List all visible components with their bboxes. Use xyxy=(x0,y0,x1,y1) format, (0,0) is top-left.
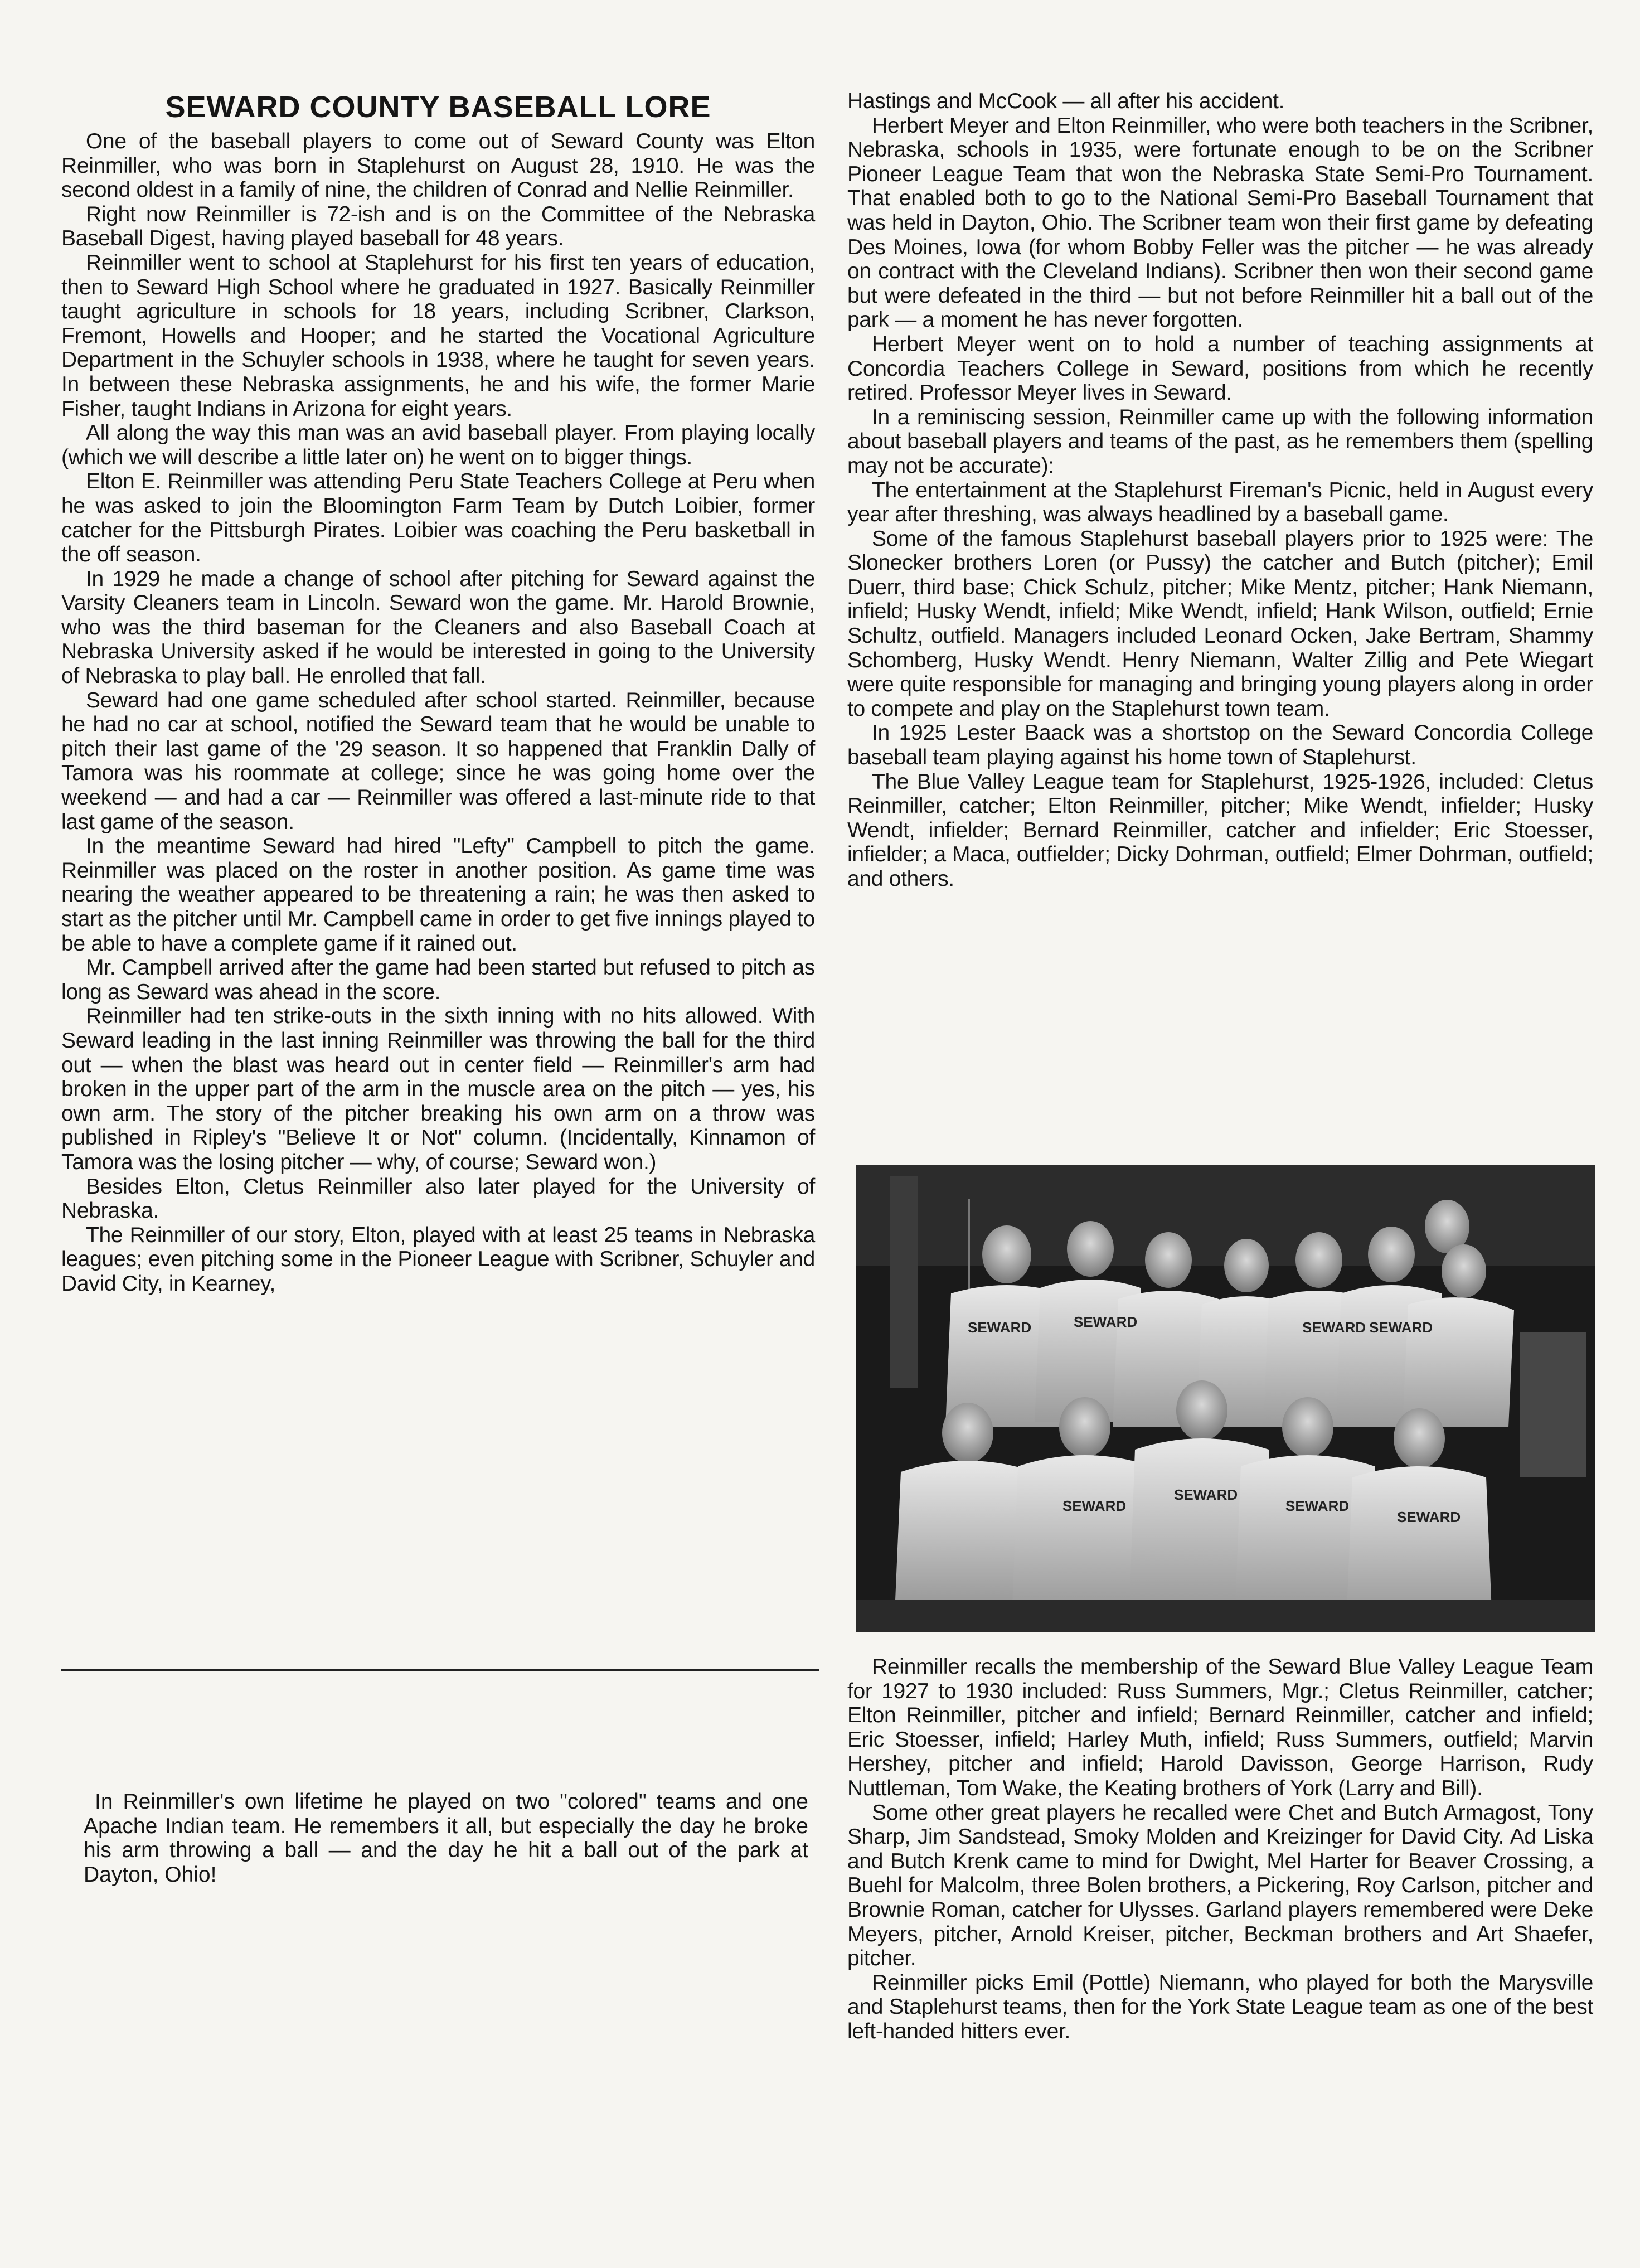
jersey-lettering: SEWARD xyxy=(1302,1319,1366,1336)
sidebar-text: In Reinmiller's own lifetime he played on two "colored" teams and one Apache Indian team. He remembers it all, but especially the day he broke his arm throwing a ball — and the day he hit a ball out of the park at Dayton, Ohio! xyxy=(84,1790,808,1887)
paragraph: Reinmiller had ten strike-outs in the sixth inning with no hits allowed. With Seward leading in the last inning Reinmiller was throwing the ball for the third out — when the blast was heard out in center field — Reinmiller's arm had broken in the upper part of the arm in the muscle area on the pitch — yes, his own arm. The story of the pitcher breaking his own arm on a throw was published in Ripley's "Believe It or Not" column. (Incidentally, Kinnamon of Tamora was the losing pitcher — why, of course; Seward won.) xyxy=(61,1004,815,1174)
paragraph: Herbert Meyer went on to hold a number of teaching assignments at Concordia Teachers College in Seward, positions from which he recently retired. Professor Meyer lives in Seward. xyxy=(847,332,1593,405)
paragraph: Mr. Campbell arrived after the game had been started but refused to pitch as long as Seward was ahead in the score. xyxy=(61,956,815,1004)
paragraph: The Blue Valley League team for Staplehurst, 1925-1926, included: Cletus Reinmiller, catcher; Elton Reinmiller, pitcher; Mike Wendt, infielder; Husky Wendt, infielder; Bernard Reinmiller, catcher and infielder; Eric Stoesser, infielder; a Maca, outfielder; Dicky Dohrman, outfield; Elmer Dohrman, outfield; and others. xyxy=(847,769,1593,891)
jersey-lettering: SEWARD xyxy=(1074,1314,1138,1330)
article-title: SEWARD COUNTY BASEBALL LORE xyxy=(165,90,711,124)
jersey-lettering: SEWARD xyxy=(968,1319,1032,1336)
paragraph: Reinmiller went to school at Staplehurst for his first ten years of education, then to Seward High School where he graduated in 1927. Basically Reinmiller taught agriculture in schools for 18 years, including Scribner, Clarkson, Fremont, Howells and Hooper; and he started the Vocational Agriculture Department in the Schuyler schools in 1938, where he taught for seven years. In between these Nebraska assignments, he and his wife, the former Marie Fisher, taught Indians in Arizona for eight years. xyxy=(61,250,815,421)
paragraph: Herbert Meyer and Elton Reinmiller, who were both teachers in the Scribner, Nebraska, schools in 1935, were fortunate enough to be on the Scribner Pioneer League Team that won the Nebraska State Semi-Pro Tournament. That enabled both to go to the National Semi-Pro Baseball Tournament that was held in Dayton, Ohio. The Scribner team won their first game by defeating Des Moines, Iowa (for whom Bobby Feller was the pitcher — he was already on contract with the Cleveland Indians). Scribner then won their second game but were defeated in the third — but not before Reinmiller hit a ball out of the park — a moment he has never forgotten. xyxy=(847,113,1593,332)
paragraph: In 1925 Lester Baack was a shortstop on the Seward Concordia College baseball team playing against his home town of Staplehurst. xyxy=(847,721,1593,770)
jersey-lettering: SEWARD xyxy=(1397,1509,1461,1525)
paragraph: In a reminiscing session, Reinmiller came up with the following information about baseball players and teams of the past, as he remembers them (spelling may not be accurate): xyxy=(847,405,1593,478)
paragraph: One of the baseball players to come out of Seward County was Elton Reinmiller, who was born in Staplehurst on August 28, 1910. He was the second oldest in a family of nine, the children of Conrad and Nellie Reinmiller. xyxy=(61,129,815,202)
jersey-lettering: SEWARD xyxy=(1369,1319,1433,1336)
paragraph: Elton E. Reinmiller was attending Peru State Teachers College at Peru when he was asked to join the Bloomington Farm Team by Dutch Loibier, former catcher for the Pittsburgh Pirates. Loibier was coaching the Peru basketball in the off season. xyxy=(61,469,815,567)
paragraph: Some other great players he recalled were Chet and Butch Armagost, Tony Sharp, Jim Sandstead, Smoky Molden and Kreizinger for David City. Ad Liska and Butch Krenk came to mind for Dwight, Mel Harter for Beaver Crossing, a Buehl for Malcolm, three Bolen brothers, a Pickering, Roy Carlson, pitcher and Brownie Roman, catcher for Ulysses. Garland players remembered were Deke Meyers, pitcher, Arnold Kreiser, pitcher, Beckman brothers and Art Shaefer, pitcher. xyxy=(847,1800,1593,1971)
left-column xyxy=(61,89,815,1296)
paragraph: Reinmiller picks Emil (Pottle) Niemann, who played for both the Marysville and Staplehurst teams, then for the York State League team as one of the best left-handed hitters ever. xyxy=(847,1970,1593,2043)
paragraph: Besides Elton, Cletus Reinmiller also later played for the University of Nebraska. xyxy=(61,1174,815,1223)
paragraph: The entertainment at the Staplehurst Fireman's Picnic, held in August every year after threshing, was always headlined by a baseball game. xyxy=(847,478,1593,527)
right-column xyxy=(847,89,1593,891)
jersey-lettering: SEWARD xyxy=(1285,1498,1350,1514)
sidebar-note xyxy=(84,1790,808,1887)
paragraph: All along the way this man was an avid baseball player. From playing locally (which we will describe a little later on) he went on to bigger things. xyxy=(61,421,815,469)
paragraph: Reinmiller recalls the membership of the Seward Blue Valley League Team for 1927 to 1930 included: Russ Summers, Mgr.; Cletus Reinmiller, catcher; Elton Reinmiller, pitcher and infield; Bernard Reinmiller, catcher and infield; Eric Stoesser, infield; Harley Muth, infield; Russ Summers, outfield; Marvin Hershey, pitcher and infield; Harold Davisson, George Harrison, Rudy Nuttleman, Tom Wake, the Keating brothers of York (Larry and Bill). xyxy=(847,1655,1593,1800)
team-photo xyxy=(856,1165,1595,1632)
jersey-lettering: SEWARD xyxy=(1062,1498,1127,1514)
team-photo-image xyxy=(856,1165,1595,1632)
continued-text: Hastings and McCook — all after his accident. xyxy=(847,89,1285,113)
column-divider-rule xyxy=(61,1669,819,1671)
right-column-lower xyxy=(847,1655,1593,2044)
paragraph: Seward had one game scheduled after school started. Reinmiller, because he had no car at school, notified the Seward team that he would be unable to pitch their last game of the '29 season. It so happened that Franklin Dally of Tamora was his roommate at college; since he was going home over the weekend — and had a car — Reinmiller was offered a last-minute ride to that last game of the season. xyxy=(61,688,815,834)
paragraph: In 1929 he made a change of school after pitching for Seward against the Varsity Cleaners team in Lincoln. Seward won the game. Mr. Harold Brownie, who was the third baseman for the Cleaners and also Baseball Coach at Nebraska University asked if he would be interested in going to the University of Nebraska to play ball. He enrolled that fall. xyxy=(61,566,815,689)
paragraph: Some of the famous Staplehurst baseball players prior to 1925 were: The Slonecker brothers Loren (or Pussy) the catcher and Butch (pitcher); Emil Duerr, third base; Chick Schulz, pitcher; Mike Mentz, pitcher; Hank Niemann, infield; Husky Wendt, infield; Mike Wendt, infield; Hank Wilson, outfield; Ernie Schultz, outfield. Managers included Leonard Ocken, Jake Bertram, Shammy Schomberg, Husky Wendt. Henry Niemann, Walter Zillig and Pete Wiegart were quite responsible for managing and bringing young players along in order to compete and play on the Staplehurst town team. xyxy=(847,526,1593,721)
paragraph: The Reinmiller of our story, Elton, played with at least 25 teams in Nebraska leagues; even pitching some in the Pioneer League with Scribner, Schuyler and David City, in Kearney, xyxy=(61,1223,815,1296)
jersey-lettering: SEWARD xyxy=(1174,1486,1238,1503)
paragraph: Right now Reinmiller is 72-ish and is on the Committee of the Nebraska Baseball Digest, having played baseball for 48 years. xyxy=(61,202,815,251)
paragraph: In the meantime Seward had hired "Lefty" Campbell to pitch the game. Reinmiller was placed on the roster in another position. As game time was nearing the weather appeared to be threatening a rain; he was then asked to start as the pitcher until Mr. Campbell came in order to get five innings played to be able to have a complete game if it rained out. xyxy=(61,834,815,956)
